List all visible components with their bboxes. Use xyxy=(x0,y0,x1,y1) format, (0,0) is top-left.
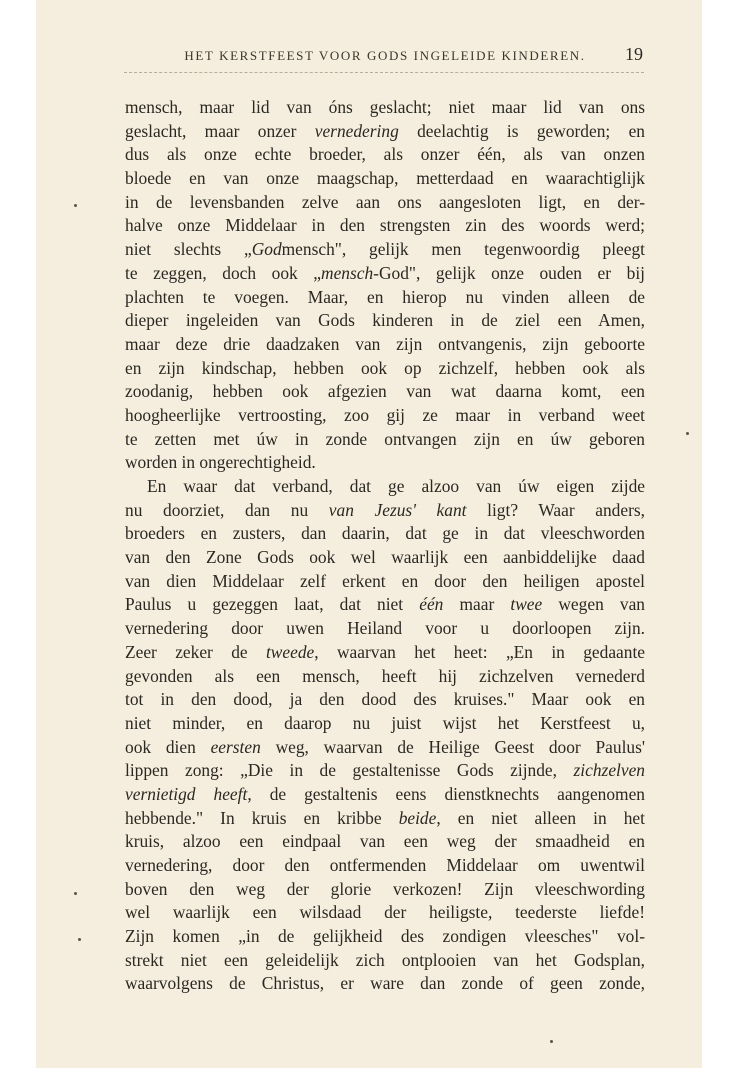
text-line xyxy=(125,570,645,594)
text-segment: kruis, alzoo een eindpaal van een weg der smaadheid en xyxy=(125,831,645,852)
text-segment: maar xyxy=(443,594,511,615)
text-segment: mensch, maar lid van óns geslacht; niet maar lid van ons xyxy=(125,97,645,117)
text-segment: maar deze drie daadzaken van zijn ontvangenis, zijn geboorte xyxy=(125,333,645,354)
text-segment: bloede en van onze maagschap, metterdaad en waarachtiglijk xyxy=(125,168,645,189)
text-segment: ook dien xyxy=(125,736,211,757)
text-line xyxy=(125,854,645,878)
text-line xyxy=(125,736,645,760)
text-line xyxy=(125,783,645,807)
header-rule xyxy=(124,72,644,73)
text-line xyxy=(125,451,645,475)
text-segment: Zeer zeker de xyxy=(125,641,266,662)
text-segment: hebbende." In kruis en kribbe xyxy=(125,807,399,828)
text-line xyxy=(125,357,645,381)
print-speck xyxy=(78,938,81,941)
text-line xyxy=(125,143,645,167)
text-segment: , en niet alleen in het xyxy=(436,807,645,828)
print-speck xyxy=(686,432,689,435)
text-line xyxy=(125,475,645,499)
text-segment: plachten te voegen. Maar, en hierop nu vinden alleen de xyxy=(125,286,645,307)
text-segment: , de gestaltenis eens dienstknechts aangenomen xyxy=(247,783,646,804)
text-line xyxy=(125,665,645,689)
text-segment: dieper ingeleiden van Gods kinderen in de ziel een Amen, xyxy=(125,310,645,331)
running-header: HET KERSTFEEST VOOR GODS INGELEIDE KINDEREN. xyxy=(184,48,586,63)
italic-text: tweede xyxy=(265,641,315,662)
text-line xyxy=(125,712,645,736)
text-segment: wel waarlijk een wilsdaad der heiligste, teederste liefde! xyxy=(125,902,645,923)
italic-text: eersten xyxy=(210,736,261,757)
text-line xyxy=(125,499,645,523)
print-speck xyxy=(74,204,77,207)
text-line xyxy=(125,522,645,546)
text-segment: -God", gelijk onze ouden er bij xyxy=(373,262,645,283)
text-segment: Zijn komen „in de gelijkheid des zondigen vleesches" vol- xyxy=(125,926,645,947)
text-segment: van dien Middelaar zelf erkent en door den heiligen apostel xyxy=(125,570,645,591)
text-segment: van den Zone Gods ook wel waarlijk een aanbiddelijke daad xyxy=(125,547,645,568)
text-line xyxy=(125,96,645,120)
text-segment: zoodanig, hebben ook afgezien van wat daarna komt, een xyxy=(125,381,645,402)
text-segment: wegen van xyxy=(542,594,645,615)
italic-text: vernietigd heeft xyxy=(125,783,248,804)
text-segment: deelachtig is geworden; en xyxy=(398,120,645,141)
italic-text: God xyxy=(251,239,282,260)
italic-text: beide xyxy=(398,807,437,828)
text-line xyxy=(125,830,645,854)
text-segment: strekt niet een geleidelijk zich ontplooien van het Godsplan, xyxy=(125,949,645,970)
italic-text: twee xyxy=(510,594,543,615)
text-segment: broeders en zusters, dan daarin, dat ge in dat vleeschworden xyxy=(125,523,645,544)
text-line xyxy=(125,191,645,215)
text-line xyxy=(125,807,645,831)
italic-text: van Jezus' kant xyxy=(328,499,467,520)
print-speck xyxy=(550,1040,553,1043)
text-segment: ligt? Waar anders, xyxy=(466,499,645,520)
text-segment: geslacht, maar onzer xyxy=(125,120,315,141)
text-line xyxy=(125,901,645,925)
text-segment: in de levensbanden zelve aan ons aangesloten ligt, en der- xyxy=(125,191,645,212)
text-segment: Paulus u gezeggen laat, dat niet xyxy=(125,594,420,615)
italic-text: mensch xyxy=(321,262,374,283)
text-segment: niet minder, en daarop nu juist wijst het Kerstfeest u, xyxy=(125,712,645,733)
text-segment: nu doorziet, dan nu xyxy=(125,499,329,520)
body-text xyxy=(125,96,645,996)
text-segment: En waar dat verband, dat ge alzoo van úw eigen zijde xyxy=(147,476,645,496)
text-segment: vernedering, door den ontfermenden Middelaar om uwentwil xyxy=(125,855,645,875)
text-line xyxy=(125,404,645,428)
text-segment: waarvolgens de Christus, er ware dan zonde of geen zonde, xyxy=(125,973,645,994)
text-segment: vernedering door uwen Heiland voor u doorloopen zijn. xyxy=(125,618,645,639)
text-segment: gevonden als een mensch, heeft hij zichzelven vernederd xyxy=(125,665,645,686)
text-line xyxy=(125,759,645,783)
text-segment: weg, waarvan de Heilige Geest door Paulus' xyxy=(260,736,645,757)
text-line xyxy=(125,309,645,333)
text-line xyxy=(125,120,645,144)
text-line xyxy=(125,688,645,712)
text-segment: te zetten met úw in zonde ontvangen zijn en úw geboren xyxy=(125,428,645,449)
text-line xyxy=(125,546,645,570)
text-segment: mensch", gelijk men tegenwoordig pleegt xyxy=(281,239,646,260)
text-segment: tot in den dood, ja den dood des kruises." Maar ook en xyxy=(125,689,645,710)
text-line xyxy=(125,380,645,404)
page-number: 19 xyxy=(625,44,643,64)
text-line xyxy=(125,878,645,902)
text-segment: niet slechts „ xyxy=(125,239,252,260)
text-line xyxy=(125,286,645,310)
text-line xyxy=(125,333,645,357)
text-segment: boven den weg der glorie verkozen! Zijn vleeschwording xyxy=(125,878,645,899)
text-segment: halve onze Middelaar in den strengsten zin des woords werd; xyxy=(125,215,645,236)
text-segment: worden in ongerechtigheid. xyxy=(125,452,316,473)
italic-text: zichzelven xyxy=(573,760,645,781)
text-segment: dus als onze echte broeder, als onzer één, als van onzen xyxy=(125,144,645,165)
italic-text: één xyxy=(419,594,444,615)
text-line xyxy=(125,617,645,641)
text-segment: te zeggen, doch ook „ xyxy=(125,262,322,283)
print-speck xyxy=(74,892,77,895)
text-line xyxy=(125,167,645,191)
text-line xyxy=(125,641,645,665)
text-line xyxy=(125,238,645,262)
text-segment: en zijn kindschap, hebben ook op zichzelf, hebben ook als xyxy=(125,357,645,378)
text-line xyxy=(125,262,645,286)
italic-text: vernedering xyxy=(314,120,399,141)
text-line xyxy=(125,593,645,617)
text-segment: lippen zong: „Die in de gestaltenisse Gods zijnde, xyxy=(125,760,574,781)
text-line xyxy=(125,214,645,238)
text-segment: , waarvan het heet: „En in gedaante xyxy=(314,641,646,662)
text-segment: hoogheerlijke vertroosting, zoo gij ze maar in verband weet xyxy=(125,404,645,425)
text-line xyxy=(125,949,645,973)
text-line xyxy=(125,972,645,996)
book-page xyxy=(36,0,702,1068)
text-line xyxy=(125,428,645,452)
text-line xyxy=(125,925,645,949)
